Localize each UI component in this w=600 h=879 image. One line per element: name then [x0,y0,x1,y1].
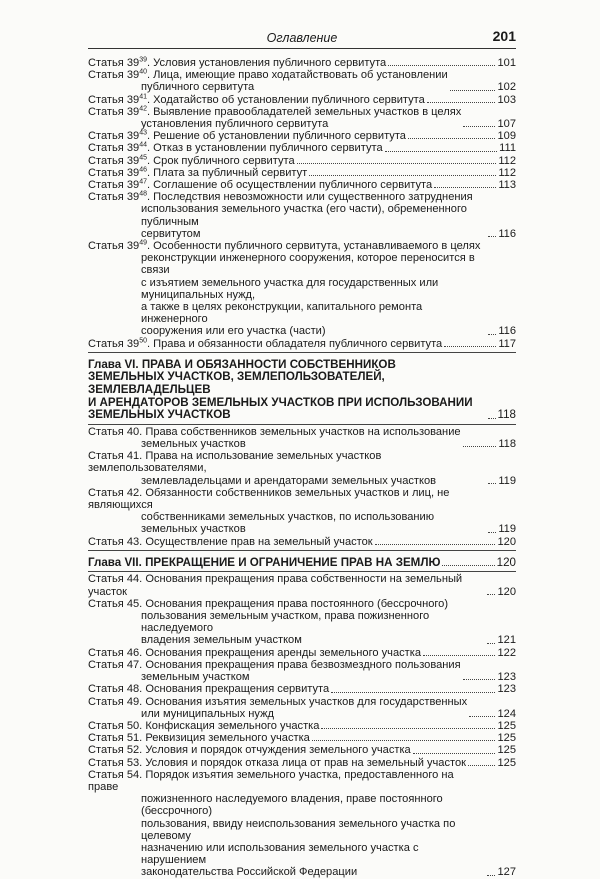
dot-leader [423,655,495,656]
article-title-continued: или муниципальных нужд [141,707,274,720]
toc-entry-text [88,57,386,69]
toc-entry-text [88,683,329,695]
dot-leader [413,753,496,754]
dot-leader [487,643,495,644]
dot-leader [488,483,496,484]
article-title: . Срок публичного сервитута [146,154,295,167]
article-title: Статья 45. Основания прекращения права постоянного (бессрочного) [88,597,449,610]
toc-page-number: 120 [497,585,516,598]
toc-entry[interactable] [88,757,516,769]
toc-entry-text [88,142,383,154]
toc-entry-text [88,598,485,647]
toc-entry[interactable] [88,659,516,683]
toc-entry-text [88,659,461,683]
toc-entry[interactable] [88,338,516,350]
toc-entry[interactable] [88,450,516,487]
toc-entry-text [88,647,421,659]
article-title-continued: пользования земельным участком, права пожизненного наследуемого [141,610,430,635]
chapter-title-line: ЗЕМЕЛЬНЫХ УЧАСТКОВ, ЗЕМЛЕПОЛЬЗОВАТЕЛЕЙ, ЗЕМЛЕВЛАДЕЛЬЦЕВ [88,370,385,397]
dot-leader [450,90,496,91]
dot-leader [309,175,496,176]
dot-leader [375,544,496,545]
toc-page-number: 117 [498,337,516,350]
chapter-heading[interactable] [88,359,516,422]
toc-page-number: 109 [497,130,516,143]
article-title: . Права и обязанности обладателя публичного сервитута [146,337,443,350]
dot-leader [444,346,496,347]
toc-entry[interactable] [88,744,516,756]
article-title: . Решение об установлении публичного сервитута [146,130,406,143]
dot-leader [427,102,496,103]
toc-page-number: 125 [497,719,516,732]
toc-entry[interactable] [88,94,516,106]
dot-leader [434,187,496,188]
article-title: Статья 40. Права собственников земельных участков на использование [88,425,461,438]
article-title: . Плата за публичный сервитут [146,166,308,179]
article-superscript: 40 [139,68,147,76]
dot-leader [488,236,496,237]
article-title-continued: использования земельного участка (его части), обремененного публичным [141,203,467,228]
toc-page-number: 125 [497,744,516,757]
toc-page-number: 118 [498,438,516,451]
article-superscript: 47 [139,178,147,186]
article-title: Статья 44. Основания прекращения права собственности на земельный участок [88,573,463,598]
article-title: Статья 42. Обязанности собственников земельных участков и лиц, не являющихся [88,486,450,512]
toc-entry-text [88,191,486,240]
toc-entry[interactable] [88,683,516,695]
toc-page-number: 103 [497,93,516,106]
article-title-continued: а также в целях реконструкции, капитального ремонта инженерного [141,301,423,326]
article-title-continued: реконструкции инженерного сооружения, которое переносится в связи [141,252,475,277]
article-title: Статья 46. Основания прекращения аренды земельного участка [88,646,422,659]
article-superscript: 49 [139,239,147,247]
chapter-title [88,359,486,422]
article-superscript: 46 [139,166,147,174]
article-title: Статья 49. Основания изъятия земельных участков для государственных [88,695,468,708]
article-title-continued: земельных участков [141,438,246,451]
article-title: Статья 52. Условия и порядок отчуждения земельного участка [88,744,411,757]
dot-leader [488,532,496,533]
toc-entry[interactable] [88,536,516,548]
toc-entry[interactable] [88,130,516,142]
article-title: . Последствия невозможности или существенного затруднения [146,191,473,204]
article-title-continued: сервитутом [141,227,201,240]
chapter-title-line: И АРЕНДАТОРОВ ЗЕМЕЛЬНЫХ УЧАСТКОВ ПРИ ИСПОЛЬЗОВАНИИ [88,395,473,409]
table-of-contents [88,57,516,879]
article-title: . Соглашение об осуществлении публичного сервитута [146,179,433,192]
toc-page-number: 127 [497,866,516,879]
toc-page-number: 124 [497,707,516,720]
chapter-heading[interactable] [88,557,516,570]
toc-entry-text [88,450,486,487]
article-superscript: 41 [139,92,147,100]
dot-leader [408,138,496,139]
toc-entry-text [88,769,485,879]
article-title: Статья 48. Основания прекращения сервитута [88,683,330,696]
chapter-title-line: Глава VI. ПРАВА И ОБЯЗАННОСТИ СОБСТВЕННИКОВ [88,357,396,371]
article-label: Статья 39 [88,191,140,204]
article-title-continued: установления публичного сервитута [141,118,329,131]
toc-entry[interactable] [88,167,516,179]
dot-leader [463,446,497,447]
toc-page-number: 112 [498,166,516,179]
toc-entry-text [88,536,373,548]
toc-page-number: 101 [497,57,516,69]
dot-leader [463,679,496,680]
article-title: Статья 43. Осуществление прав на земельный участок [88,535,373,548]
article-title: Статья 53. Условия и порядок отказа лица от прав на земельный участок [88,756,467,769]
article-title-continued: с изъятием земельного участка для государственных или муниципальных нужд, [141,276,439,301]
article-label: Статья 39 [88,240,140,253]
dot-leader [297,163,497,164]
article-label: Статья 39 [88,337,140,350]
toc-entry-text [88,106,461,130]
toc-entry-text [88,732,310,744]
article-title: Статья 50. Конфискация земельного участка [88,719,320,732]
toc-entry[interactable] [88,240,516,338]
toc-entry-text [88,130,406,142]
toc-entry[interactable] [88,647,516,659]
article-label: Статья 39 [88,105,140,118]
toc-page-number: 111 [499,142,516,155]
article-label: Статья 39 [88,179,140,192]
toc-entry[interactable] [88,106,516,130]
article-title-continued: назначению или использования земельного участка с нарушением [141,841,419,867]
article-superscript: 39 [139,56,147,64]
article-title-continued: пожизненного наследуемого владения, праве постоянного (бессрочного) [141,793,443,818]
dot-leader [488,418,496,419]
section-divider [88,550,516,551]
toc-page-number: 102 [497,81,516,94]
toc-entry[interactable] [88,573,516,597]
article-title-continued: публичного сервитута [141,81,255,94]
toc-page-number: 116 [498,227,516,240]
toc-entry-text [88,338,442,350]
toc-entry-text [88,757,466,769]
section-divider [88,424,516,425]
article-label: Статья 39 [88,130,140,143]
article-superscript: 44 [139,141,147,149]
dot-leader [385,151,498,152]
dot-leader [468,765,495,766]
toc-entry[interactable] [88,142,516,154]
dot-leader [388,65,495,66]
running-header [88,30,516,49]
toc-entry-text [88,94,425,106]
page-number: 201 [492,28,516,44]
article-superscript: 48 [139,190,147,198]
toc-entry-text [88,487,486,536]
article-label: Статья 39 [88,154,140,167]
toc-page-number: 113 [498,179,516,192]
dot-leader [487,875,495,876]
toc-entry-text [88,720,319,732]
article-title: Статья 47. Основания прекращения права безвозмездного пользования [88,658,461,671]
toc-entry[interactable] [88,598,516,647]
article-superscript: 45 [139,153,147,161]
article-title: Статья 51. Реквизиция земельного участка [88,732,310,745]
toc-entry-text [88,155,295,167]
article-title: Статья 41. Права на использование земельных участков землепользователями, [88,450,382,475]
toc-entry[interactable] [88,426,516,450]
toc-entry-text [88,573,485,597]
section-divider [88,352,516,353]
toc-entry-text [88,179,432,191]
toc-entry[interactable] [88,57,516,69]
toc-entry[interactable] [88,769,516,879]
toc-page-number: 121 [497,634,516,647]
article-title: . Отказ в установлении публичного сервитута [146,142,383,155]
toc-page-number: 122 [497,646,516,659]
article-title-continued: пользования, ввиду неиспользования земельного участка по целевому [141,817,456,842]
article-superscript: 42 [139,105,147,113]
toc-entry[interactable] [88,179,516,191]
toc-page-number: 119 [498,474,516,487]
toc-entry-text [88,696,467,720]
toc-entry[interactable] [88,155,516,167]
running-title: Оглавление [266,31,338,45]
toc-page-number: 123 [497,671,516,684]
toc-entry-text [88,167,307,179]
article-title-continued: земельным участком [141,671,250,684]
article-label: Статья 39 [88,142,140,155]
toc-page-number: 125 [497,732,516,745]
article-label: Статья 39 [88,166,140,179]
chapter-title: Глава VII. ПРЕКРАЩЕНИЕ И ОГРАНИЧЕНИЕ ПРАВ НА ЗЕМЛЮ [88,555,441,569]
article-title-continued: сооружения или его участка (части) [141,325,326,338]
article-title: . Лица, имеющие право ходатайствовать об установлении [146,69,448,82]
section-divider [88,571,516,572]
article-label: Статья 39 [88,57,140,69]
article-title: . Ходатайство об установлении публичного сервитута [146,93,425,106]
article-superscript: 50 [139,336,147,344]
article-title-continued: землевладельцами и арендаторами земельных участков [141,474,437,487]
toc-page-number: 123 [497,683,516,696]
toc-entry-text [88,744,411,756]
dot-leader [312,740,496,741]
toc-page-number: 112 [498,154,516,167]
toc-page-number: 118 [497,408,516,422]
dot-leader [463,126,495,127]
article-superscript: 43 [139,129,147,137]
toc-page-number: 120 [496,555,516,569]
toc-entry-text [88,69,448,93]
chapter-title-line: ЗЕМЕЛЬНЫХ УЧАСТКОВ [88,408,231,422]
toc-page-number: 119 [498,523,516,536]
toc-entry[interactable] [88,487,516,536]
dot-leader [488,334,496,335]
toc-page-number: 120 [497,535,516,548]
article-title-continued: собственниками земельных участков, по использованию земельных участков [141,511,435,536]
article-label: Статья 39 [88,69,140,82]
article-title: Статья 54. Порядок изъятия земельного участка, предоставленного на праве [88,768,454,793]
article-title: . Особенности публичного сервитута, устанавливаемого в целях [146,240,481,253]
dot-leader [442,565,494,566]
toc-entry-text [88,426,461,450]
toc-entry-text [88,240,486,338]
dot-leader [331,692,495,693]
dot-leader [321,728,495,729]
article-title: . Выявление правообладателей земельных участков в целях [146,105,462,118]
toc-entry[interactable] [88,732,516,744]
dot-leader [469,716,495,717]
toc-page-number: 116 [498,325,516,338]
dot-leader [487,594,495,595]
article-title-continued: владения земельным участком [141,634,302,647]
toc-entry[interactable] [88,696,516,720]
toc-page-number: 125 [497,756,516,769]
article-title-continued: законодательства Российской Федерации [141,866,358,879]
toc-page-number: 107 [497,118,516,131]
toc-entry[interactable] [88,69,516,93]
toc-entry[interactable] [88,191,516,240]
toc-entry[interactable] [88,720,516,732]
article-title: . Условия установления публичного сервитута [146,57,387,69]
article-label: Статья 39 [88,93,140,106]
